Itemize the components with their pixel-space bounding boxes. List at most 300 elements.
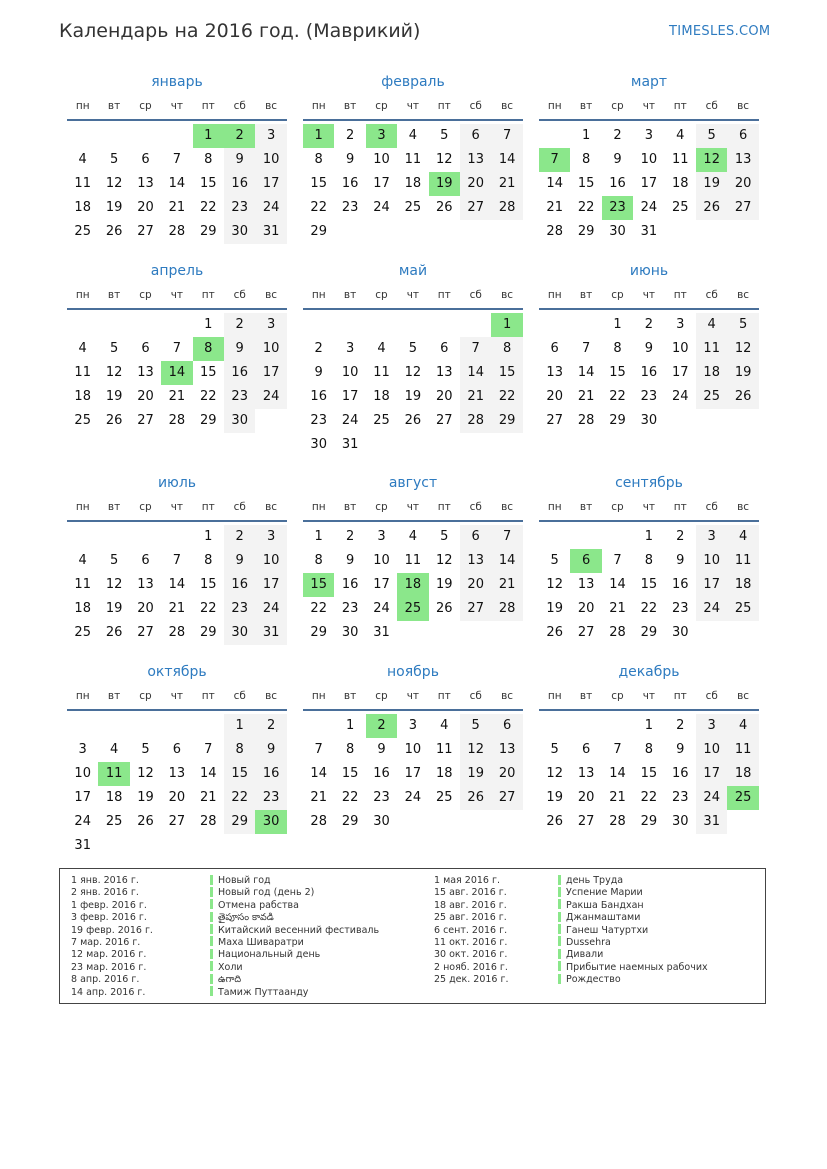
day-cell: 19 <box>460 762 491 786</box>
day-cell: 19 <box>105 389 123 404</box>
day-cell: 7 <box>314 742 323 757</box>
day-cell: 5 <box>727 313 758 337</box>
day-cell: 31 <box>640 224 658 239</box>
weekday-label: сб <box>705 100 718 112</box>
day-cell: 25 <box>373 413 390 428</box>
day-cell: 7 <box>581 341 591 356</box>
weekday-label: вс <box>501 690 514 702</box>
day-cell: 21 <box>460 385 491 409</box>
day-cell: 13 <box>137 176 154 191</box>
legend-entry <box>210 887 379 899</box>
legend-text: 1 февр. 2016 г. <box>71 899 147 911</box>
day-cell: 31 <box>696 810 727 834</box>
legend-entry <box>558 900 708 912</box>
day-cell: 27 <box>460 196 491 220</box>
day-cell: 11 <box>404 152 422 167</box>
day-cell: 24 <box>404 790 422 805</box>
holiday-marker-icon <box>210 912 213 922</box>
weekday-label: вс <box>265 100 278 112</box>
day-cell: 14 <box>609 766 626 781</box>
day-cell: 13 <box>460 148 491 172</box>
day-cell: 4 <box>109 742 119 757</box>
day-cell: 3 <box>345 341 355 356</box>
legend-entry <box>558 887 708 899</box>
day-cell: 5 <box>440 529 449 544</box>
legend-entry <box>71 925 153 937</box>
day-cell: 14 <box>491 148 522 172</box>
day-cell: 8 <box>613 341 622 356</box>
day-cell: 23 <box>255 786 286 810</box>
weekday-label: чт <box>170 100 184 112</box>
weekday-label: ср <box>611 501 624 513</box>
day-cell: 22 <box>200 389 217 404</box>
day-cell: 29 <box>200 224 217 239</box>
day-cell: 10 <box>255 549 286 573</box>
day-cell: 18 <box>74 200 91 215</box>
day-cell: 8 <box>314 152 323 167</box>
holiday-day-cell: 6 <box>570 549 601 573</box>
day-cell: 8 <box>345 742 355 757</box>
weekday-label: ср <box>139 501 152 513</box>
day-cell: 3 <box>696 714 727 738</box>
month-name: октябрь <box>147 664 207 680</box>
day-cell: 14 <box>491 549 522 573</box>
weekday-label: вт <box>343 289 357 301</box>
day-cell: 28 <box>200 814 217 829</box>
weekday-label: пт <box>437 501 451 513</box>
day-cell: 26 <box>436 601 453 616</box>
day-cell: 21 <box>491 573 522 597</box>
weekday-label: вт <box>343 501 357 513</box>
day-cell: 27 <box>577 814 595 829</box>
weekday-label: ср <box>375 690 388 702</box>
day-cell: 8 <box>224 738 255 762</box>
day-cell: 22 <box>609 389 626 404</box>
month-name: март <box>630 74 668 90</box>
weekday-label: ср <box>611 100 624 112</box>
weekday-label: чт <box>406 100 420 112</box>
day-cell: 21 <box>577 389 595 404</box>
holiday-marker-icon <box>210 899 213 909</box>
day-cell: 24 <box>341 413 359 428</box>
day-cell: 25 <box>727 597 758 621</box>
day-cell: 3 <box>696 525 727 549</box>
day-cell: 18 <box>696 361 727 385</box>
day-cell: 10 <box>672 341 689 356</box>
legend-entry <box>71 887 153 899</box>
month-name: август <box>388 475 438 491</box>
legend-entry <box>71 987 153 999</box>
weekday-label: пт <box>201 690 215 702</box>
weekday-label: пт <box>201 501 215 513</box>
day-cell: 24 <box>640 200 658 215</box>
holiday-day-cell: 25 <box>727 786 758 810</box>
day-cell: 2 <box>255 714 286 738</box>
legend-text: 18 авг. 2016 г. <box>434 899 507 911</box>
weekday-label: сб <box>705 289 718 301</box>
day-cell: 7 <box>172 152 182 167</box>
holiday-day-cell: 25 <box>397 597 428 621</box>
day-cell: 25 <box>105 814 123 829</box>
day-cell: 18 <box>436 766 453 781</box>
day-cell: 9 <box>224 148 255 172</box>
day-cell: 24 <box>373 601 390 616</box>
legend-text: Прибытие наемных рабочих <box>566 961 708 973</box>
day-cell: 26 <box>546 625 563 640</box>
legend-entry <box>558 962 708 974</box>
weekday-label: чт <box>642 289 656 301</box>
weekday-label: пт <box>201 289 215 301</box>
day-cell: 27 <box>491 786 522 810</box>
day-cell: 9 <box>345 553 355 568</box>
weekday-label: чт <box>170 289 184 301</box>
weekday-label: пн <box>311 100 326 112</box>
legend-text: 15 авг. 2016 г. <box>434 887 507 899</box>
day-cell: 8 <box>491 337 522 361</box>
legend-entry <box>558 875 708 887</box>
day-cell: 30 <box>609 224 626 239</box>
day-cell: 26 <box>404 413 422 428</box>
weekday-label: пт <box>201 100 215 112</box>
weekday-label: вс <box>501 289 514 301</box>
day-cell: 11 <box>74 365 91 380</box>
weekday-label: сб <box>233 289 246 301</box>
day-cell: 4 <box>78 341 87 356</box>
day-cell: 6 <box>550 341 559 356</box>
legend-entry <box>71 949 153 961</box>
legend-entry <box>210 962 379 974</box>
day-cell: 11 <box>672 152 689 167</box>
holiday-day-cell: 1 <box>491 313 522 337</box>
day-cell: 21 <box>609 601 626 616</box>
day-cell: 11 <box>74 176 91 191</box>
day-cell: 29 <box>609 413 626 428</box>
day-cell: 22 <box>640 790 658 805</box>
weekday-label: пн <box>75 501 90 513</box>
legend-text: తైపూసం కావడి <box>218 912 274 924</box>
day-cell: 3 <box>676 317 685 332</box>
day-cell: 12 <box>105 365 123 380</box>
day-cell: 2 <box>613 128 622 143</box>
day-cell: 3 <box>408 718 418 733</box>
weekday-header <box>539 690 759 704</box>
day-cell: 28 <box>310 814 327 829</box>
weekday-label: вт <box>107 690 121 702</box>
day-cell: 27 <box>137 413 154 428</box>
day-cell: 2 <box>644 317 654 332</box>
day-cell: 29 <box>491 409 522 433</box>
day-cell: 17 <box>640 176 658 191</box>
holiday-day-cell: 1 <box>303 124 334 148</box>
day-cell: 10 <box>74 766 91 781</box>
day-cell: 22 <box>577 200 595 215</box>
day-cell: 27 <box>436 413 453 428</box>
day-cell: 28 <box>460 409 491 433</box>
day-cell: 9 <box>345 152 355 167</box>
day-cell: 12 <box>436 152 453 167</box>
weekday-label: сб <box>469 289 482 301</box>
day-cell: 4 <box>78 152 87 167</box>
weekday-label: вт <box>579 501 593 513</box>
day-cell: 10 <box>373 553 390 568</box>
weekday-label: сб <box>233 100 246 112</box>
weekday-label: ср <box>375 289 388 301</box>
day-cell: 6 <box>460 525 491 549</box>
day-cell: 26 <box>137 814 154 829</box>
weekday-label: пт <box>673 690 687 702</box>
day-cell: 6 <box>141 553 150 568</box>
legend-text: 8 апр. 2016 г. <box>71 974 140 986</box>
day-cell: 22 <box>200 200 217 215</box>
weekday-label: чт <box>406 289 420 301</box>
weekday-label: вт <box>107 501 121 513</box>
day-cell: 29 <box>200 413 217 428</box>
weekday-header <box>67 690 287 704</box>
day-cell: 15 <box>577 176 595 191</box>
legend-entry <box>210 949 379 961</box>
day-cell: 22 <box>640 601 658 616</box>
day-cell: 1 <box>224 714 255 738</box>
legend-text: 25 дек. 2016 г. <box>434 974 509 986</box>
legend-entry <box>558 912 708 924</box>
day-cell: 6 <box>440 341 449 356</box>
day-cell: 15 <box>310 176 327 191</box>
legend-text: Dussehra <box>566 936 611 948</box>
day-cell: 24 <box>255 196 286 220</box>
day-cell: 31 <box>373 625 390 640</box>
day-cell: 26 <box>436 200 453 215</box>
day-cell: 19 <box>546 601 563 616</box>
holiday-marker-icon <box>558 887 561 897</box>
weekday-label: чт <box>642 690 656 702</box>
day-cell: 23 <box>672 790 689 805</box>
day-cell: 10 <box>255 337 286 361</box>
legend-entry <box>71 912 153 924</box>
day-cell: 9 <box>255 738 286 762</box>
legend-entry <box>210 974 379 986</box>
day-cell: 2 <box>314 341 323 356</box>
site-link[interactable]: TIMESLES.COM <box>669 24 771 39</box>
day-cell: 5 <box>440 128 449 143</box>
day-cell: 10 <box>404 742 422 757</box>
day-cell: 26 <box>727 385 758 409</box>
day-cell: 16 <box>341 176 359 191</box>
day-cell: 23 <box>341 200 359 215</box>
legend-text: 30 окт. 2016 г. <box>434 949 508 961</box>
header-rule <box>67 119 287 121</box>
weekday-label: пт <box>673 100 687 112</box>
day-cell: 22 <box>310 200 327 215</box>
legend-text: 14 апр. 2016 г. <box>71 986 146 998</box>
holiday-marker-icon <box>558 875 561 885</box>
day-cell: 8 <box>204 553 213 568</box>
day-cell: 24 <box>255 385 286 409</box>
day-cell: 16 <box>310 389 327 404</box>
legend-entry <box>434 887 509 899</box>
day-cell: 20 <box>168 790 186 805</box>
day-cell: 7 <box>613 742 622 757</box>
day-cell: 21 <box>200 790 217 805</box>
day-cell: 13 <box>577 766 595 781</box>
day-cell: 5 <box>550 553 559 568</box>
weekday-label: вс <box>737 501 750 513</box>
day-cell: 23 <box>224 385 255 409</box>
day-cell: 5 <box>550 742 559 757</box>
holiday-marker-icon <box>558 949 561 959</box>
day-cell: 6 <box>581 742 591 757</box>
holiday-day-cell: 18 <box>397 573 428 597</box>
holiday-marker-icon <box>558 974 561 984</box>
legend-entry <box>210 937 379 949</box>
day-cell: 6 <box>460 124 491 148</box>
day-cell: 19 <box>696 172 727 196</box>
weekday-label: ср <box>375 100 388 112</box>
day-cell: 11 <box>436 742 453 757</box>
day-cell: 28 <box>168 625 186 640</box>
header-rule <box>539 520 759 522</box>
legend-text: 7 мар. 2016 г. <box>71 936 141 948</box>
legend-text: 2 янв. 2016 г. <box>71 887 139 899</box>
legend-entry <box>558 925 708 937</box>
weekday-label: вт <box>107 100 121 112</box>
weekday-label: вс <box>737 289 750 301</box>
weekday-label: пн <box>547 501 562 513</box>
day-cell: 26 <box>696 196 727 220</box>
day-cell: 17 <box>696 762 727 786</box>
day-cell: 19 <box>727 361 758 385</box>
legend-text: Отмена рабства <box>218 899 299 911</box>
day-cell: 21 <box>609 790 626 805</box>
holiday-marker-icon <box>210 949 213 959</box>
weekday-label: чт <box>406 501 420 513</box>
day-cell: 17 <box>341 389 359 404</box>
day-cell: 10 <box>373 152 390 167</box>
weekday-header <box>303 100 523 114</box>
legend-entry <box>71 900 153 912</box>
day-cell: 24 <box>373 200 390 215</box>
day-cell: 29 <box>577 224 595 239</box>
day-cell: 7 <box>460 337 491 361</box>
day-cell: 4 <box>676 128 685 143</box>
day-cell: 21 <box>491 172 522 196</box>
month-name: июль <box>157 475 197 491</box>
legend-text: Ганеш Чатуртхи <box>566 924 649 936</box>
legend-entry <box>71 962 153 974</box>
weekday-header <box>67 289 287 303</box>
day-cell: 10 <box>341 365 359 380</box>
day-cell: 22 <box>491 385 522 409</box>
day-cell: 6 <box>727 124 758 148</box>
holiday-day-cell: 12 <box>696 148 727 172</box>
holiday-day-cell: 7 <box>539 148 570 172</box>
day-cell: 14 <box>200 766 217 781</box>
legend-text: Маха Шиваратри <box>218 936 304 948</box>
weekday-label: вт <box>343 100 357 112</box>
legend-text: 25 авг. 2016 г. <box>434 912 507 924</box>
day-cell: 18 <box>672 176 689 191</box>
holiday-marker-icon <box>558 961 561 971</box>
day-cell: 22 <box>200 601 217 616</box>
weekday-header <box>539 100 759 114</box>
weekday-header <box>67 100 287 114</box>
day-cell: 20 <box>137 200 154 215</box>
day-cell: 17 <box>255 361 286 385</box>
legend-text: Успение Марии <box>566 887 643 899</box>
day-cell: 20 <box>577 601 595 616</box>
month-name: январь <box>151 74 203 90</box>
weekday-label: пт <box>437 690 451 702</box>
holiday-marker-icon <box>210 936 213 946</box>
day-cell: 8 <box>314 553 323 568</box>
legend-text: Новый год <box>218 875 271 886</box>
page-title: Календарь на 2016 год. (Маврикий) <box>59 20 421 42</box>
day-cell: 12 <box>546 577 563 592</box>
weekday-label: ср <box>611 289 624 301</box>
holiday-marker-icon <box>558 936 561 946</box>
day-cell: 9 <box>613 152 622 167</box>
day-cell: 3 <box>255 313 286 337</box>
weekday-label: пт <box>673 501 687 513</box>
legend-entry <box>558 949 708 961</box>
day-cell: 7 <box>491 124 522 148</box>
day-cell: 5 <box>696 124 727 148</box>
day-cell: 27 <box>460 597 491 621</box>
day-cell: 3 <box>255 525 286 549</box>
legend-entry <box>210 987 379 999</box>
weekday-header <box>67 501 287 515</box>
day-cell: 4 <box>408 128 418 143</box>
day-cell: 1 <box>644 718 654 733</box>
day-cell: 5 <box>109 553 119 568</box>
holiday-day-cell: 15 <box>303 573 334 597</box>
day-cell: 7 <box>491 525 522 549</box>
day-cell: 16 <box>672 766 689 781</box>
legend-text: 3 февр. 2016 г. <box>71 912 147 924</box>
day-cell: 22 <box>224 786 255 810</box>
legend-entry <box>71 937 153 949</box>
holiday-day-cell: 23 <box>602 196 633 220</box>
day-cell: 2 <box>345 529 355 544</box>
day-cell: 14 <box>577 365 595 380</box>
day-cell: 11 <box>696 337 727 361</box>
header-rule <box>303 308 523 310</box>
day-cell: 14 <box>609 577 626 592</box>
day-cell: 11 <box>727 738 758 762</box>
weekday-header <box>303 690 523 704</box>
legend-entry <box>434 974 509 986</box>
weekday-label: вс <box>737 100 750 112</box>
holiday-day-cell: 8 <box>193 337 224 361</box>
weekday-label: пн <box>75 100 90 112</box>
legend-entry <box>434 962 509 974</box>
day-cell: 3 <box>644 128 654 143</box>
day-cell: 13 <box>546 365 563 380</box>
day-cell: 16 <box>255 762 286 786</box>
day-cell: 9 <box>676 742 685 757</box>
day-cell: 6 <box>172 742 182 757</box>
day-cell: 15 <box>640 577 658 592</box>
day-cell: 17 <box>373 176 390 191</box>
day-cell: 20 <box>727 172 758 196</box>
day-cell: 30 <box>672 814 689 829</box>
day-cell: 30 <box>373 814 390 829</box>
day-cell: 19 <box>546 790 563 805</box>
weekday-label: вс <box>501 100 514 112</box>
day-cell: 1 <box>204 529 213 544</box>
legend-text: 19 февр. 2016 г. <box>71 924 153 936</box>
weekday-label: ср <box>139 100 152 112</box>
holiday-marker-icon <box>210 924 213 934</box>
